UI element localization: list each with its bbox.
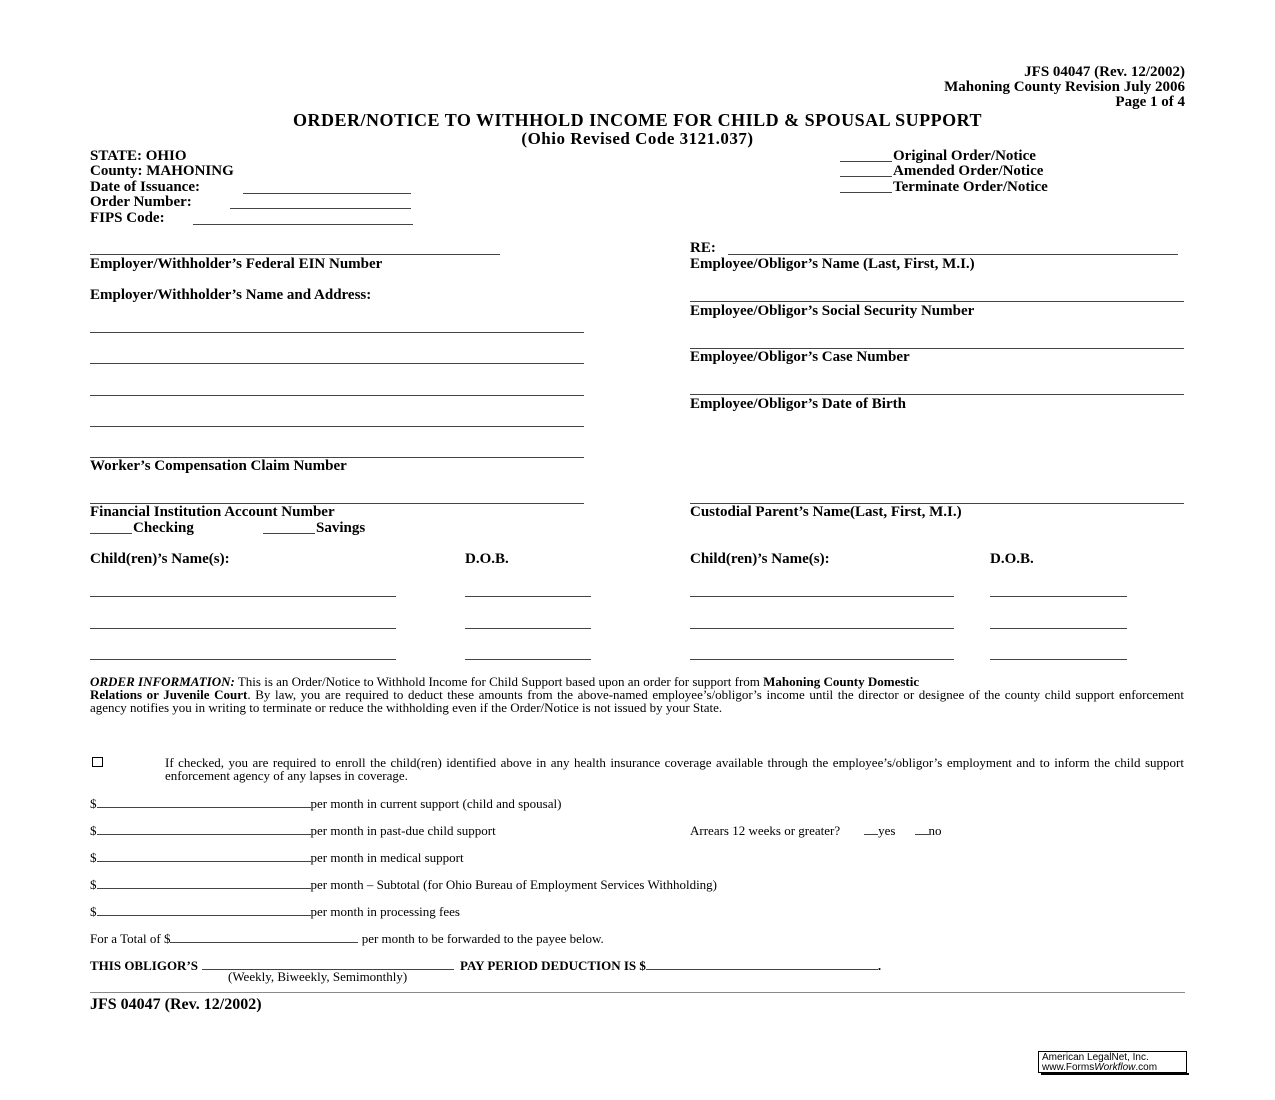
state-label: STATE: OHIO [90,148,187,164]
current-support-amount-field[interactable] [97,795,311,808]
ssn-field[interactable] [690,301,1184,302]
original-order-blank[interactable] [840,161,892,162]
terminate-order-blank[interactable] [840,192,892,193]
pay-period-deduction-field[interactable] [646,957,878,970]
financial-account-label: Financial Institution Account Number [90,504,335,520]
employee-dob-field[interactable] [690,394,1184,395]
arrears-question [690,822,942,838]
dollar-sign: $ [90,823,97,838]
total-suffix: per month to be forwarded to the payee below. [358,931,604,946]
medical-support-amount-field[interactable] [97,849,311,862]
amended-order-label: Amended Order/Notice [893,163,1044,179]
medical-support-row [90,849,464,865]
workers-comp-label: Worker’s Compensation Claim Number [90,458,347,474]
child-dob-field[interactable] [990,628,1127,629]
child-dob-field[interactable] [990,659,1127,660]
county-revision: Mahoning County Revision July 2006 [944,79,1185,95]
arrears-no-label: no [928,823,942,838]
order-number-label: Order Number: [90,194,192,210]
employee-name-label: Employee/Obligor’s Name (Last, First, M.I.) [690,256,975,272]
form-title: ORDER/NOTICE TO WITHHOLD INCOME FOR CHILD & SPOUSAL SUPPORT [293,110,982,130]
past-due-label: per month in past-due child support [310,823,496,838]
page-number: Page 1 of 4 [1115,94,1185,110]
children-dob-label-right: D.O.B. [990,551,1034,567]
checking-blank[interactable] [90,533,132,534]
dollar-sign: $ [90,877,97,892]
health-insurance-checkbox[interactable] [92,757,103,767]
court-name-2: Relations or Juvenile Court [90,687,248,702]
employer-address-line-4[interactable] [90,426,584,427]
fips-code-field[interactable] [193,224,413,225]
total-row [90,930,604,946]
case-number-label: Employee/Obligor’s Case Number [690,349,910,365]
pay-period-options: (Weekly, Biweekly, Semimonthly) [228,969,408,984]
fips-code-label: FIPS Code: [90,210,165,226]
child-name-field[interactable] [690,659,954,660]
child-dob-field[interactable] [465,596,591,597]
employee-name-field[interactable] [728,254,1178,255]
footer-divider [90,992,1185,993]
order-information-paragraph [90,675,1184,714]
employer-name-address-label: Employer/Withholder’s Name and Address: [90,287,372,303]
processing-fees-amount-field[interactable] [97,903,311,916]
current-support-label: per month in current support (child and spousal) [310,796,562,811]
processing-fees-row [90,903,460,919]
total-prefix: For a Total of $ [90,931,171,946]
health-insurance-text: If checked, you are required to enroll the child(ren) identified above in any health insurance coverage available through the employee’s/obligor’s employment and to inform the child support enforcement agency of any lapses in coverage. [165,755,1184,783]
child-name-field[interactable] [690,596,954,597]
order-number-field[interactable] [230,208,411,209]
watermark-url-part-2: Workflow [1094,1062,1136,1073]
watermark-url-part-3: .com [1135,1062,1158,1073]
child-dob-field[interactable] [990,596,1127,597]
children-names-label-left: Child(ren)’s Name(s): [90,551,230,567]
terminate-order-label: Terminate Order/Notice [893,179,1048,195]
past-due-row [90,822,496,838]
obligor-label: THIS OBLIGOR’S [90,958,199,973]
employer-address-line-2[interactable] [90,363,584,364]
dollar-sign: $ [90,850,97,865]
child-dob-field[interactable] [465,659,591,660]
savings-label: Savings [316,520,366,536]
children-names-label-right: Child(ren)’s Name(s): [690,551,830,567]
court-name-1: Mahoning County Domestic [763,674,920,689]
current-support-row [90,795,561,811]
child-name-field[interactable] [90,596,396,597]
savings-blank[interactable] [263,533,315,534]
date-of-issuance-label: Date of Issuance: [90,179,200,195]
total-amount-field[interactable] [170,930,358,943]
form-subtitle: (Ohio Revised Code 3121.037) [521,129,754,148]
checking-label: Checking [133,520,194,536]
arrears-yes-blank[interactable] [864,822,878,835]
subtotal-label: per month – Subtotal (for Ohio Bureau of Employment Services Withholding) [310,877,718,892]
order-information-text-1: This is an Order/Notice to Withhold Income for Child Support based upon an order for support from [234,674,764,689]
county-label: County: MAHONING [90,163,234,179]
child-dob-field[interactable] [465,628,591,629]
original-order-label: Original Order/Notice [893,148,1036,164]
arrears-no-blank[interactable] [915,822,929,835]
watermark-url [1042,1063,1186,1073]
period-mark: . [877,958,882,973]
child-name-field[interactable] [690,628,954,629]
ein-label: Employer/Withholder’s Federal EIN Number [90,256,383,272]
watermark-company: American LegalNet, Inc. [1042,1052,1149,1063]
order-information-label: ORDER INFORMATION: [90,674,235,689]
amended-order-blank[interactable] [840,176,892,177]
american-legalnet-watermark [1038,1051,1187,1073]
order-information-text-2: . By law, you are required to deduct these amounts from the above-named employee’s/obligor’s income until the director or designee of the county child support enforcement agency notifies you in writing to terminate or reduce the withholding even if the Order/Notice is not issued by your State. [90,687,1184,715]
child-name-field[interactable] [90,659,396,660]
dollar-sign: $ [90,904,97,919]
employer-address-line-3[interactable] [90,395,584,396]
subtotal-row [90,876,717,892]
subtotal-amount-field[interactable] [97,876,311,889]
arrears-label: Arrears 12 weeks or greater? [690,823,841,838]
pay-period-deduction-label: PAY PERIOD DEDUCTION IS $ [460,958,646,973]
arrears-yes-label: yes [878,823,896,838]
date-of-issuance-field[interactable] [243,193,411,194]
dollar-sign: $ [90,796,97,811]
employer-address-line-1[interactable] [90,332,584,333]
children-dob-label-left: D.O.B. [465,551,509,567]
processing-fees-label: per month in processing fees [310,904,460,919]
medical-support-label: per month in medical support [310,850,464,865]
ssn-label: Employee/Obligor’s Social Security Number [690,303,975,319]
re-label: RE: [690,240,716,256]
ein-field[interactable] [90,254,500,255]
form-id-header: JFS 04047 (Rev. 12/2002) [1024,64,1185,80]
custodial-parent-label: Custodial Parent’s Name(Last, First, M.I.) [690,504,962,520]
past-due-amount-field[interactable] [97,822,311,835]
watermark-url-part-1: www.Forms [1042,1062,1095,1073]
form-id-footer: JFS 04047 (Rev. 12/2002) [90,996,262,1013]
pay-period-row [90,957,881,973]
employee-dob-label: Employee/Obligor’s Date of Birth [690,396,906,412]
child-name-field[interactable] [90,628,396,629]
